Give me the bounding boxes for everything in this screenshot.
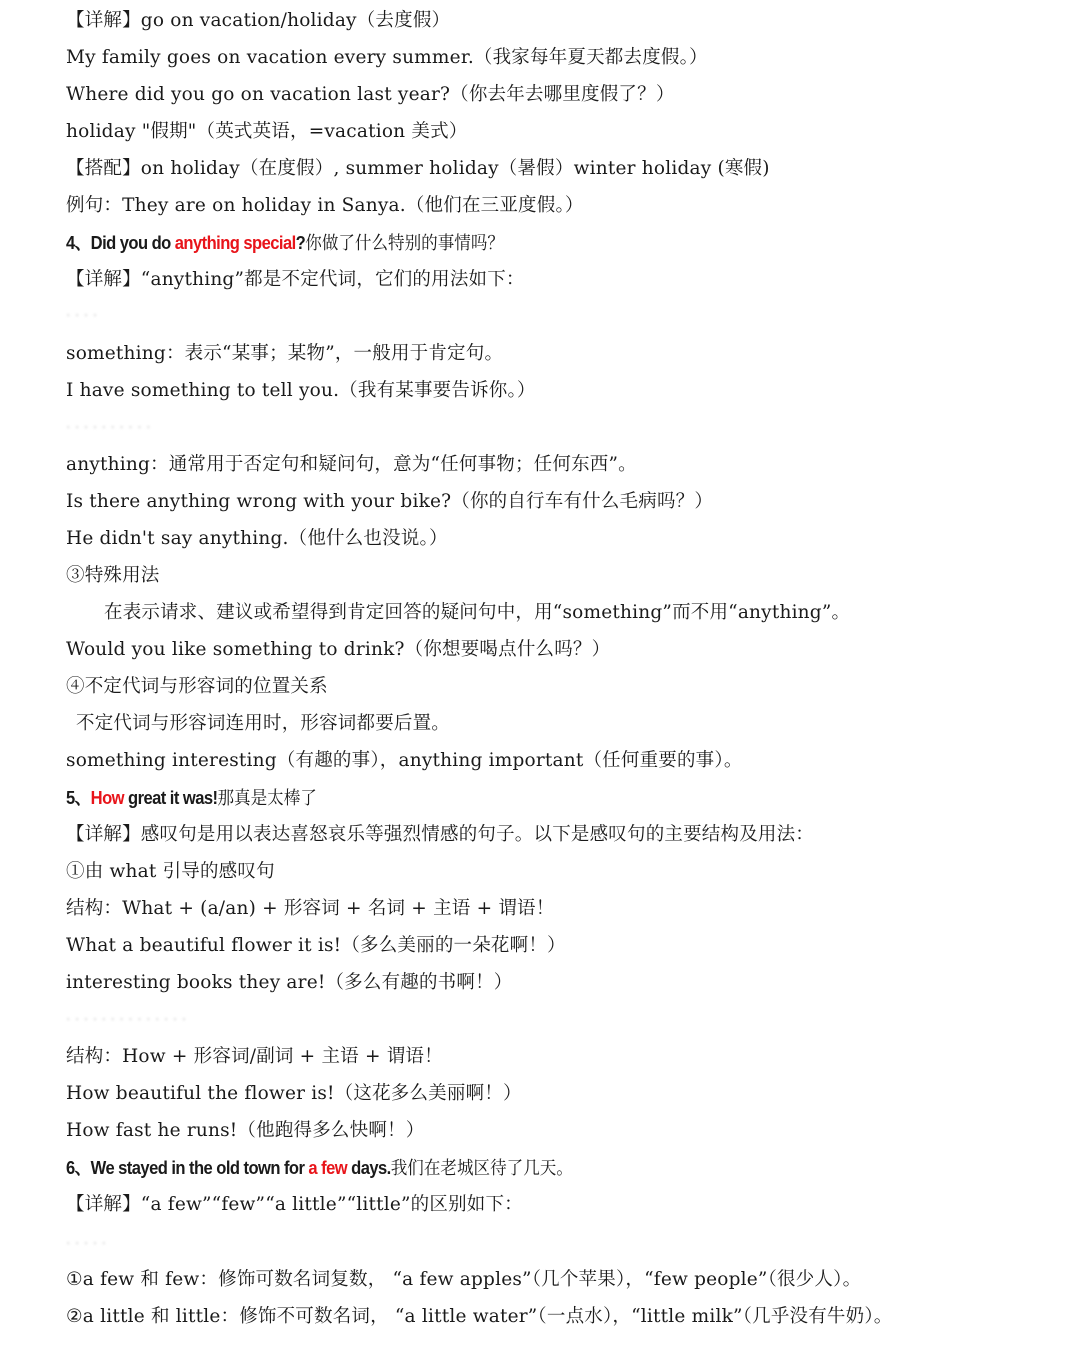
structure-how: 结构：How + 形容词/副词 + 主语 + 谓语！: [66, 1046, 443, 1067]
example-family-vacation: My family goes on vacation every summer.（我家每年夏天都去度假。）: [66, 47, 708, 68]
blurred-watermark: · · · ·: [66, 308, 98, 324]
rule-position: 不定代词与形容词连用时，形容词都要后置。: [76, 713, 451, 734]
detail-few-little: 【详解】“a few”“few”“a little”“little”的区别如下：: [66, 1194, 523, 1215]
subheading-what: ①由 what 引导的感叹句: [66, 861, 275, 882]
example-runs: How fast he runs!（他跑得多么快啊！）: [66, 1120, 425, 1141]
rule-a-little: ②a little 和 little：修饰不可数名词， “a little water”（一点水），“little milk”（几乎没有牛奶）。: [66, 1306, 893, 1327]
rule-a-few: ①a few 和 few：修饰可数名词复数， “a few apples”（几个苹果），“few people”（很少人）。: [66, 1269, 862, 1290]
detail-go-on-vacation: 【详解】go on vacation/holiday（去度假）: [66, 10, 451, 31]
heading-item-5: 5、How great it was!那真是太棒了: [66, 788, 317, 809]
rule-special-usage: 在表示请求、建议或希望得到肯定回答的疑问句中，用“something”而不用“anything”。: [104, 602, 851, 623]
detail-exclamation: 【详解】感叹句是用以表达喜怒哀乐等强烈情感的句子。以下是感叹句的主要结构及用法：: [66, 824, 815, 845]
detail-anything: 【详解】“anything”都是不定代词，它们的用法如下：: [66, 269, 525, 290]
collocation-holiday: 【搭配】on holiday（在度假）, summer holiday（暑假）winter holiday (寒假): [66, 158, 770, 179]
example-where-vacation: Where did you go on vacation last year?（你去年去哪里度假了？）: [66, 84, 675, 105]
blurred-watermark: · · · · · · · · · · · · · ·: [66, 1012, 187, 1028]
example-something-interesting: something interesting（有趣的事），anything important（任何重要的事）。: [66, 750, 743, 771]
example-didnt-say: He didn't say anything.（他什么也没说。）: [66, 528, 448, 549]
rule-something: something：表示“某事；某物”，一般用于肯定句。: [66, 343, 504, 364]
blurred-watermark: · · · · · · · · · ·: [66, 420, 151, 436]
example-bike: Is there anything wrong with your bike?（你的自行车有什么毛病吗？）: [66, 491, 714, 512]
highlight-anything-special: anything special: [174, 233, 296, 253]
example-drink: Would you like something to drink?（你想要喝点什么吗？）: [66, 639, 611, 660]
heading-item-6: 6、We stayed in the old town for a few days.我们在老城区待了几天。: [66, 1158, 573, 1179]
heading-item-4: 4、Did you do anything special?你做了什么特别的事情吗？: [66, 233, 504, 254]
example-beautiful-flower: What a beautiful flower it is!（多么美丽的一朵花啊！）: [66, 935, 566, 956]
structure-what: 结构：What + (a/an) + 形容词 + 名词 + 主语 + 谓语！: [66, 898, 555, 919]
example-tell-you: I have something to tell you.（我有某事要告诉你。）: [66, 380, 536, 401]
rule-anything: anything：通常用于否定句和疑问句，意为“任何事物；任何东西”。: [66, 454, 637, 475]
example-sanya: 例句：They are on holiday in Sanya.（他们在三亚度假。）: [66, 195, 584, 216]
subheading-special-usage: ③特殊用法: [66, 565, 160, 586]
note-holiday: holiday "假期"（英式英语，=vacation 美式）: [66, 121, 468, 142]
example-flower-is: How beautiful the flower is!（这花多么美丽啊！）: [66, 1083, 522, 1104]
highlight-how: How: [90, 788, 124, 808]
blurred-watermark: · · · · ·: [66, 1236, 107, 1252]
highlight-a-few: a few: [308, 1158, 348, 1178]
example-interesting-books: interesting books they are!（多么有趣的书啊！）: [66, 972, 513, 993]
subheading-position: ④不定代词与形容词的位置关系: [66, 676, 328, 697]
